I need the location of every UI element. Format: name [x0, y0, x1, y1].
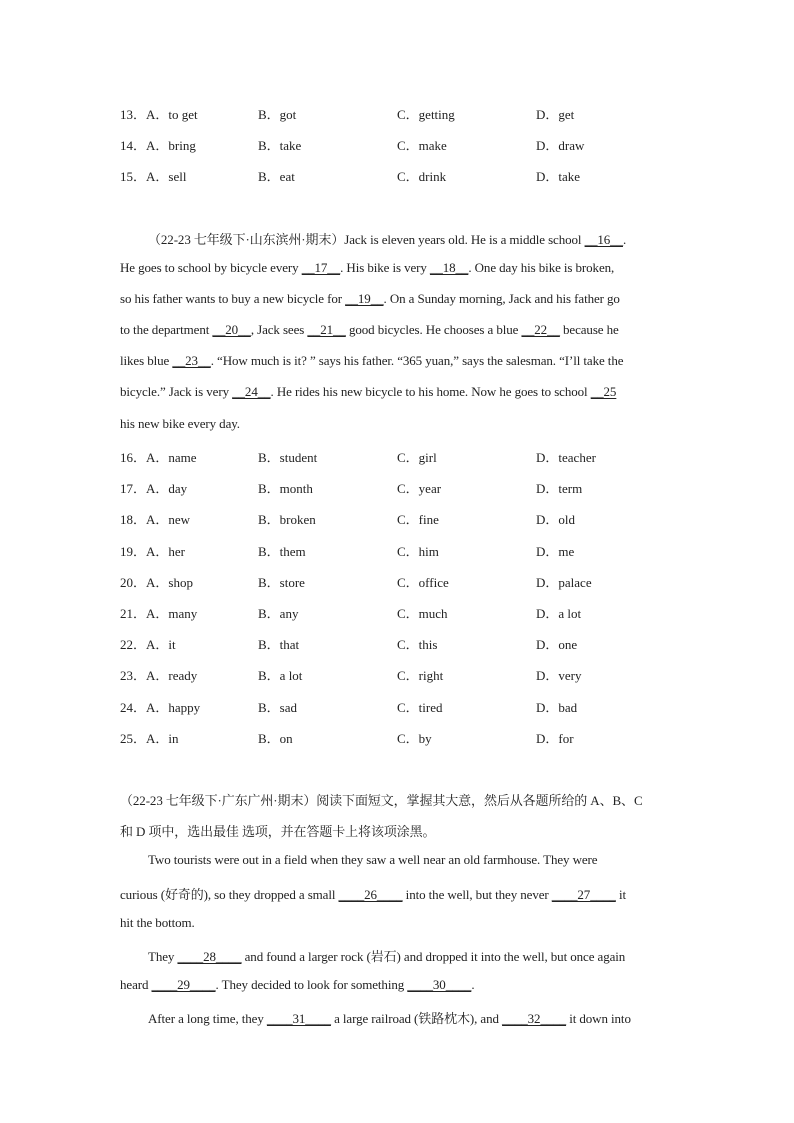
- passage-1-line-4: to the department __20__, Jack sees __21__ good bicycles. He chooses a blue __22__ because he: [120, 322, 619, 337]
- question-row-21: [120, 603, 720, 623]
- option-c-21: [397, 603, 448, 622]
- option-letter: B．: [258, 699, 280, 715]
- question-number: 18: [120, 512, 133, 528]
- option-c-13: [397, 104, 455, 123]
- option-letter: D．: [536, 450, 559, 465]
- option-text: get: [558, 107, 575, 122]
- blank-20: __20__: [212, 322, 251, 337]
- option-d-14: [536, 135, 584, 154]
- passage-2-p1-line-3: hit the bottom.: [120, 915, 195, 930]
- option-letter: A．: [146, 450, 169, 465]
- passage-1-line-2: He goes to school by bicycle every __17__. His bike is very __18__. One day his bike is broken,: [120, 260, 615, 275]
- option-letter: C．: [397, 606, 419, 621]
- option-a-24: 24．A．happy: [120, 699, 201, 715]
- option-text: office: [418, 574, 449, 590]
- option-text: one: [558, 637, 578, 653]
- option-text: happy: [168, 699, 201, 715]
- option-text: take: [279, 138, 302, 153]
- option-a-22: 22．A．it: [120, 637, 176, 653]
- option-text: a lot: [279, 668, 303, 684]
- option-letter: A．: [146, 699, 169, 715]
- option-a-18: 18．A．new: [120, 512, 191, 528]
- option-text: name: [168, 450, 197, 465]
- option-d-20: [536, 572, 592, 591]
- option-b-15: [258, 166, 295, 185]
- option-text: year: [418, 481, 442, 497]
- option-text: teacher: [558, 450, 596, 465]
- blank-21: __21__: [307, 322, 346, 337]
- option-text: on: [279, 730, 293, 746]
- option-letter: C．: [397, 450, 419, 465]
- question-row-18: [120, 509, 720, 529]
- option-c-17: [397, 478, 441, 497]
- option-a-15: 15．A．sell: [120, 169, 187, 184]
- option-b-13: [258, 104, 296, 123]
- blank-27: ____27____: [551, 887, 616, 902]
- option-c-15: [397, 166, 446, 185]
- option-letter: A．: [146, 512, 169, 528]
- option-letter: C．: [397, 574, 419, 590]
- option-c-22: [397, 634, 437, 653]
- option-a-19: 19．A．her: [120, 543, 186, 559]
- option-letter: B．: [258, 730, 280, 746]
- option-letter: B．: [258, 637, 280, 653]
- blank-19: __19__: [345, 291, 384, 306]
- option-text: sad: [279, 699, 298, 715]
- option-letter: D．: [536, 730, 559, 746]
- option-letter: C．: [397, 138, 419, 153]
- option-letter: D．: [536, 637, 559, 653]
- option-a-21: 21．A．many: [120, 606, 198, 621]
- option-letter: C．: [397, 543, 419, 559]
- blank-29: ____29____: [151, 977, 216, 992]
- option-letter: B．: [258, 668, 280, 684]
- option-b-14: [258, 135, 301, 154]
- question-number: 16: [120, 450, 133, 465]
- question-row-14: [120, 135, 720, 155]
- option-a-13: 13．A．to get: [120, 107, 198, 122]
- question-row-25: [120, 728, 720, 748]
- option-text: them: [279, 543, 306, 559]
- question-row-17: [120, 478, 720, 498]
- question-number: 15: [120, 169, 133, 184]
- option-b-24: [258, 697, 297, 716]
- option-text: fine: [418, 512, 439, 528]
- option-letter: C．: [397, 637, 419, 653]
- option-letter: A．: [146, 481, 169, 497]
- question-row-19: [120, 541, 720, 561]
- option-text: eat: [279, 169, 295, 184]
- question-number: 19: [120, 543, 133, 559]
- option-letter: A．: [146, 107, 169, 122]
- passage-1-line-7: his new bike every day.: [120, 416, 240, 431]
- option-text: very: [558, 668, 582, 684]
- option-text: girl: [418, 450, 437, 465]
- question-number: 22: [120, 637, 133, 653]
- blank-25: __25: [590, 384, 617, 399]
- option-text: that: [279, 637, 300, 653]
- option-text: it: [168, 637, 176, 653]
- option-a-16: 16．A．name: [120, 450, 197, 465]
- option-d-21: [536, 603, 581, 622]
- blank-31: ____31____: [266, 1011, 331, 1026]
- option-letter: D．: [536, 574, 559, 590]
- option-letter: B．: [258, 107, 280, 122]
- option-text: to get: [168, 107, 198, 122]
- option-letter: A．: [146, 730, 169, 746]
- option-letter: D．: [536, 668, 559, 684]
- question-number: 17: [120, 481, 133, 497]
- question-row-22: [120, 634, 720, 654]
- option-letter: A．: [146, 138, 169, 153]
- option-text: in: [168, 730, 179, 746]
- passage-2-p2-line-1: They ____28____ and found a larger rock (岩石) and dropped it into the well, but once again: [148, 949, 626, 964]
- passage-1-line-5: likes blue __23__. “How much is it? ” says his father. “365 yuan,” says the salesman. “I’ll take the: [120, 353, 624, 368]
- option-d-15: [536, 166, 580, 185]
- option-letter: A．: [146, 637, 169, 653]
- question-number: 23: [120, 668, 133, 684]
- passage-1-line-3: so his father wants to buy a new bicycle for __19__. On a Sunday morning, Jack and his father go: [120, 291, 620, 306]
- blank-26: ____26____: [338, 887, 403, 902]
- option-text: by: [418, 730, 432, 746]
- option-letter: C．: [397, 512, 419, 528]
- option-b-19: [258, 541, 306, 560]
- option-a-17: 17．A．day: [120, 481, 188, 497]
- option-text: bring: [168, 138, 196, 153]
- option-text: shop: [168, 574, 193, 590]
- blank-28: ____28____: [177, 949, 242, 964]
- option-b-17: [258, 478, 313, 497]
- option-letter: D．: [536, 699, 559, 715]
- blank-17: __17__: [301, 260, 341, 275]
- question-number: 14: [120, 138, 133, 153]
- option-text: new: [168, 512, 191, 528]
- question-number: 13: [120, 107, 133, 122]
- question-row-20: [120, 572, 720, 592]
- option-b-18: [258, 509, 316, 528]
- question-row-15: [120, 166, 720, 186]
- option-text: for: [558, 730, 574, 746]
- question-row-23: [120, 665, 720, 685]
- option-letter: C．: [397, 481, 419, 497]
- option-text: make: [418, 138, 447, 153]
- option-text: broken: [279, 512, 316, 528]
- option-text: term: [558, 481, 583, 497]
- option-letter: A．: [146, 574, 169, 590]
- option-text: day: [168, 481, 188, 497]
- option-d-17: [536, 478, 582, 497]
- option-d-24: [536, 697, 577, 716]
- option-text: me: [558, 543, 575, 559]
- option-letter: B．: [258, 450, 280, 465]
- passage-1-line-1: （22-23 七年级下·山东滨州·期末）Jack is eleven years old. He is a middle school __16__.: [148, 232, 627, 247]
- option-letter: B．: [258, 169, 280, 184]
- option-text: month: [279, 481, 313, 497]
- option-letter: D．: [536, 543, 559, 559]
- option-text: right: [418, 668, 444, 684]
- option-b-21: [258, 603, 298, 622]
- option-c-20: [397, 572, 449, 591]
- option-text: ready: [168, 668, 198, 684]
- passage-2-intro-line-1: （22-23 七年级下·广东广州·期末）阅读下面短文，掌握其大意，然后从各题所给的 A、B、C: [120, 793, 643, 808]
- question-number: 25: [120, 730, 133, 746]
- option-c-16: [397, 447, 437, 466]
- option-letter: A．: [146, 169, 169, 184]
- passage-2-p1-line-2: curious (好奇的), so they dropped a small ____26____ into the well, but they never ____27____ it: [120, 887, 626, 902]
- option-d-22: [536, 634, 577, 653]
- option-text: old: [558, 512, 576, 528]
- option-letter: B．: [258, 138, 280, 153]
- option-letter: B．: [258, 574, 280, 590]
- option-letter: C．: [397, 169, 419, 184]
- passage-1-line-6: bicycle.” Jack is very __24__. He rides his new bicycle to his home. Now he goes to school __25: [120, 384, 617, 399]
- passage-2-p3-line-1: After a long time, they ____31____ a large railroad (铁路枕木), and ____32____ it down into: [148, 1011, 631, 1026]
- option-letter: C．: [397, 668, 419, 684]
- option-letter: D．: [536, 606, 559, 621]
- option-c-19: [397, 541, 439, 560]
- option-text: her: [168, 543, 186, 559]
- option-text: drink: [418, 169, 447, 184]
- option-letter: A．: [146, 668, 169, 684]
- option-text: got: [279, 107, 297, 122]
- blank-16: __16__: [584, 232, 623, 247]
- option-d-13: [536, 104, 574, 123]
- option-letter: B．: [258, 512, 280, 528]
- option-c-23: [397, 665, 443, 684]
- blank-32: ____32____: [502, 1011, 567, 1026]
- option-text: draw: [558, 138, 585, 153]
- option-text: bad: [558, 699, 578, 715]
- passage-2-p2-line-2: heard ____29____. They decided to look for something ____30____.: [120, 977, 475, 992]
- option-text: a lot: [558, 606, 582, 621]
- question-row-16: [120, 447, 720, 467]
- option-text: take: [558, 169, 581, 184]
- option-c-24: [397, 697, 443, 716]
- option-text: this: [418, 637, 438, 653]
- option-text: much: [418, 606, 448, 621]
- passage-2-intro-line-2: 和 D 项中，选出最佳 选项，并在答题卡上将该项涂黑。: [120, 824, 436, 839]
- option-b-22: [258, 634, 299, 653]
- option-d-16: [536, 447, 596, 466]
- option-a-25: 25．A．in: [120, 730, 179, 746]
- blank-18: __18__: [429, 260, 469, 275]
- option-a-14: 14．A．bring: [120, 138, 196, 153]
- option-text: any: [279, 606, 299, 621]
- question-number: 21: [120, 606, 133, 621]
- option-text: him: [418, 543, 439, 559]
- question-row-24: [120, 697, 720, 717]
- option-letter: A．: [146, 606, 169, 621]
- question-row-13: [120, 104, 720, 124]
- option-d-23: [536, 665, 582, 684]
- passage-2-p1-line-1: Two tourists were out in a field when they saw a well near an old farmhouse. They were: [148, 852, 598, 867]
- option-text: sell: [168, 169, 187, 184]
- option-letter: C．: [397, 699, 419, 715]
- option-letter: B．: [258, 543, 280, 559]
- blank-24: __24__: [232, 384, 271, 399]
- option-letter: D．: [536, 481, 559, 497]
- option-letter: D．: [536, 512, 559, 528]
- option-letter: D．: [536, 169, 559, 184]
- option-b-23: [258, 665, 302, 684]
- option-text: many: [168, 606, 198, 621]
- option-letter: A．: [146, 543, 169, 559]
- option-text: student: [279, 450, 318, 465]
- option-text: store: [279, 574, 305, 590]
- question-number: 20: [120, 574, 133, 590]
- option-c-14: [397, 135, 447, 154]
- option-c-25: [397, 728, 432, 747]
- option-d-18: [536, 509, 575, 528]
- option-letter: B．: [258, 606, 280, 621]
- option-b-16: [258, 447, 317, 466]
- option-letter: C．: [397, 107, 419, 122]
- option-letter: C．: [397, 730, 419, 746]
- blank-30: ____30____: [407, 977, 472, 992]
- option-text: palace: [558, 574, 592, 590]
- option-a-23: 23．A．ready: [120, 668, 198, 684]
- option-a-20: 20．A．shop: [120, 574, 193, 590]
- blank-23: __23__: [172, 353, 211, 368]
- option-b-20: [258, 572, 305, 591]
- question-number: 24: [120, 699, 133, 715]
- option-d-19: [536, 541, 574, 560]
- option-letter: B．: [258, 481, 280, 497]
- option-letter: D．: [536, 107, 559, 122]
- option-d-25: [536, 728, 574, 747]
- blank-22: __22__: [521, 322, 560, 337]
- option-letter: D．: [536, 138, 559, 153]
- option-b-25: [258, 728, 293, 747]
- option-text: getting: [418, 107, 455, 122]
- option-c-18: [397, 509, 439, 528]
- option-text: tired: [418, 699, 443, 715]
